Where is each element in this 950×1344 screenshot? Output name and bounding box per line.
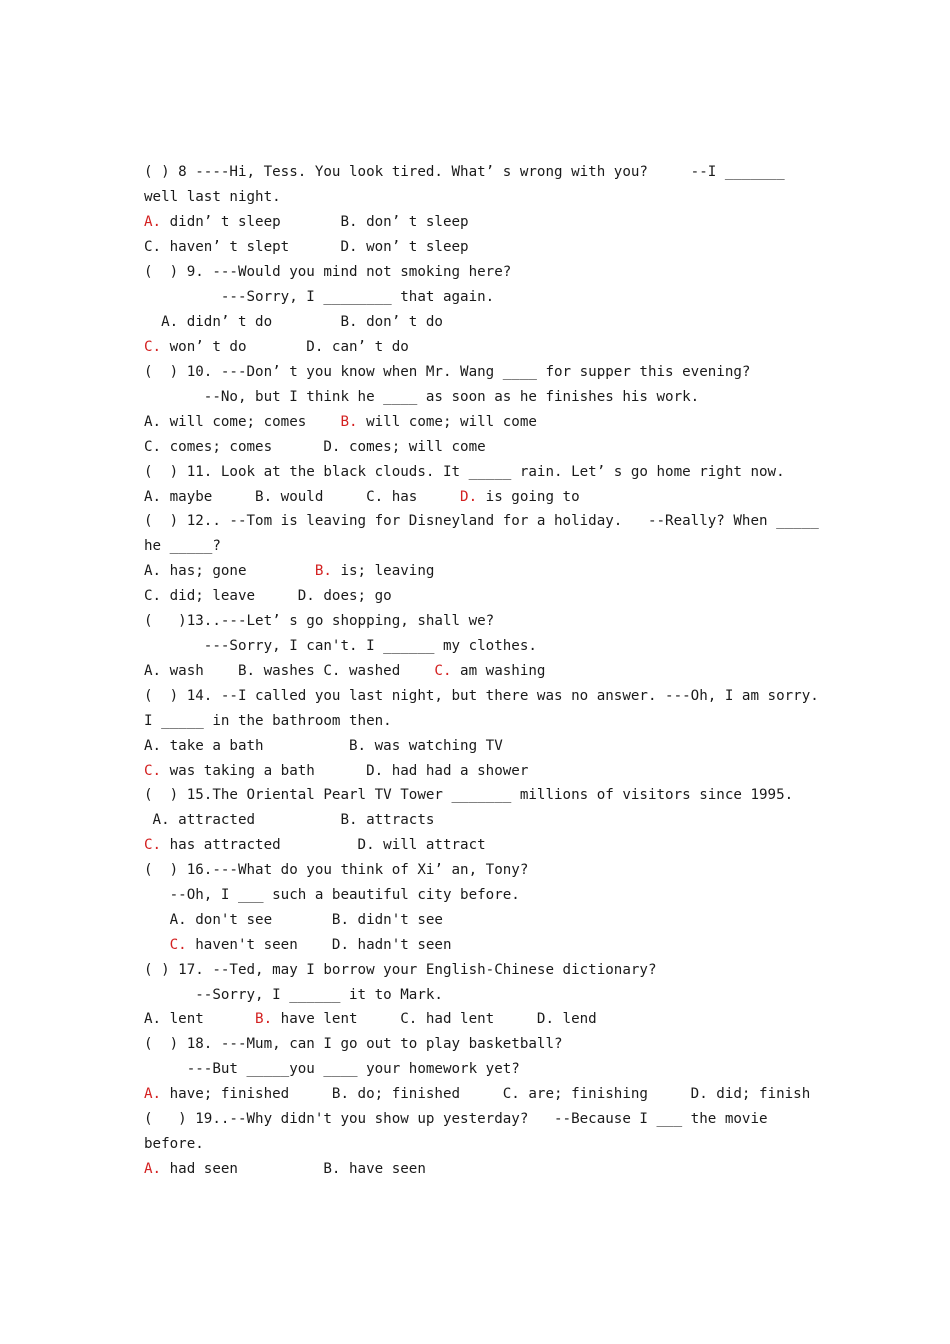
question-10-line: ( ) 10. ---Don’ t you know when Mr. Wang ____ for supper this evening? [144, 364, 751, 380]
question-8-options-cd: C. haven’ t slept D. won’ t sleep [144, 239, 469, 255]
question-10-options-cd: C. comes; comes D. comes; will come [144, 439, 486, 455]
answer-mark: C. [169, 937, 187, 953]
answer-mark: C. [144, 763, 162, 779]
question-15-line: ( ) 15.The Oriental Pearl TV Tower _______ millions of visitors since 1995. [144, 787, 794, 803]
question-13-reply: ---Sorry, I can't. I ______ my clothes. [144, 638, 537, 654]
question-12-line: ( ) 12.. --Tom is leaving for Disneyland for a holiday. --Really? When _____ [144, 513, 819, 529]
answer-mark: B. [314, 563, 332, 579]
question-11-line: ( ) 11. Look at the black clouds. It _____ rain. Let’ s go home right now. [144, 464, 785, 480]
question-16-options-ab: A. don't see B. didn't see [144, 912, 443, 928]
answer-mark: A. [144, 1161, 162, 1177]
question-18-options: A. have; finished B. do; finished C. are; finishing D. did; finish [144, 1086, 811, 1102]
answer-mark: B. [255, 1011, 273, 1027]
answer-mark: D. [460, 489, 478, 505]
question-16-line: ( ) 16.---What do you think of Xi’ an, Tony? [144, 862, 529, 878]
question-9-reply: ---Sorry, I ________ that again. [144, 289, 495, 305]
question-9-options-cd: C. won’ t do D. can’ t do [144, 339, 409, 355]
question-18-reply: ---But _____you ____ your homework yet? [144, 1061, 520, 1077]
question-13-line: ( )13..---Let’ s go shopping, shall we? [144, 613, 495, 629]
question-16-options-cd: C. haven't seen D. hadn't seen [169, 937, 452, 953]
answer-mark: C. [144, 837, 162, 853]
question-11-options: A. maybe B. would C. has D. is going to [144, 489, 580, 505]
question-18-line: ( ) 18. ---Mum, can I go out to play basketball? [144, 1036, 563, 1052]
question-14-options-cd: C. was taking a bath D. had had a shower [144, 763, 529, 779]
question-14-options-ab: A. take a bath B. was watching TV [144, 738, 503, 754]
question-8-line: ( ) 8 ----Hi, Tess. You look tired. What’ s wrong with you? --I _______ [144, 164, 785, 180]
question-15-options-cd: C. has attracted D. will attract [144, 837, 486, 853]
question-10-reply: --No, but I think he ____ as soon as he finishes his work. [144, 389, 700, 405]
answer-mark: C. [144, 339, 162, 355]
answer-mark: A. [144, 1086, 162, 1102]
question-12-line-cont: he _____? [144, 538, 221, 554]
question-19-line-cont: before. [144, 1136, 204, 1152]
answer-mark: A. [144, 214, 162, 230]
answer-mark: B. [340, 414, 358, 430]
question-17-options: A. lent B. have lent C. had lent D. lend [144, 1011, 597, 1027]
question-16-reply: --Oh, I ___ such a beautiful city before. [144, 887, 520, 903]
question-15-options-ab: A. attracted B. attracts [144, 812, 435, 828]
answer-mark: C. [434, 663, 452, 679]
question-14-line: ( ) 14. --I called you last night, but there was no answer. ---Oh, I am sorry. [144, 688, 819, 704]
question-12-options-cd: C. did; leave D. does; go [144, 588, 392, 604]
question-10-options-ab: A. will come; comes B. will come; will come [144, 414, 537, 430]
question-19-line: ( ) 19..--Why didn't you show up yesterday? --Because I ___ the movie [144, 1111, 768, 1127]
question-8-options-ab: A. didn’ t sleep B. don’ t sleep [144, 214, 469, 230]
question-8-line-cont: well last night. [144, 189, 281, 205]
question-17-reply: --Sorry, I ______ it to Mark. [144, 987, 443, 1003]
question-9-line: ( ) 9. ---Would you mind not smoking here? [144, 264, 512, 280]
question-17-line: ( ) 17. --Ted, may I borrow your English-Chinese dictionary? [144, 962, 657, 978]
question-9-options-ab: A. didn’ t do B. don’ t do [144, 314, 443, 330]
question-14-line-cont: I _____ in the bathroom then. [144, 713, 392, 729]
question-19-options: A. had seen B. have seen [144, 1161, 426, 1177]
question-13-options: A. wash B. washes C. washed C. am washing [144, 663, 546, 679]
question-12-options-ab: A. has; gone B. is; leaving [144, 563, 435, 579]
